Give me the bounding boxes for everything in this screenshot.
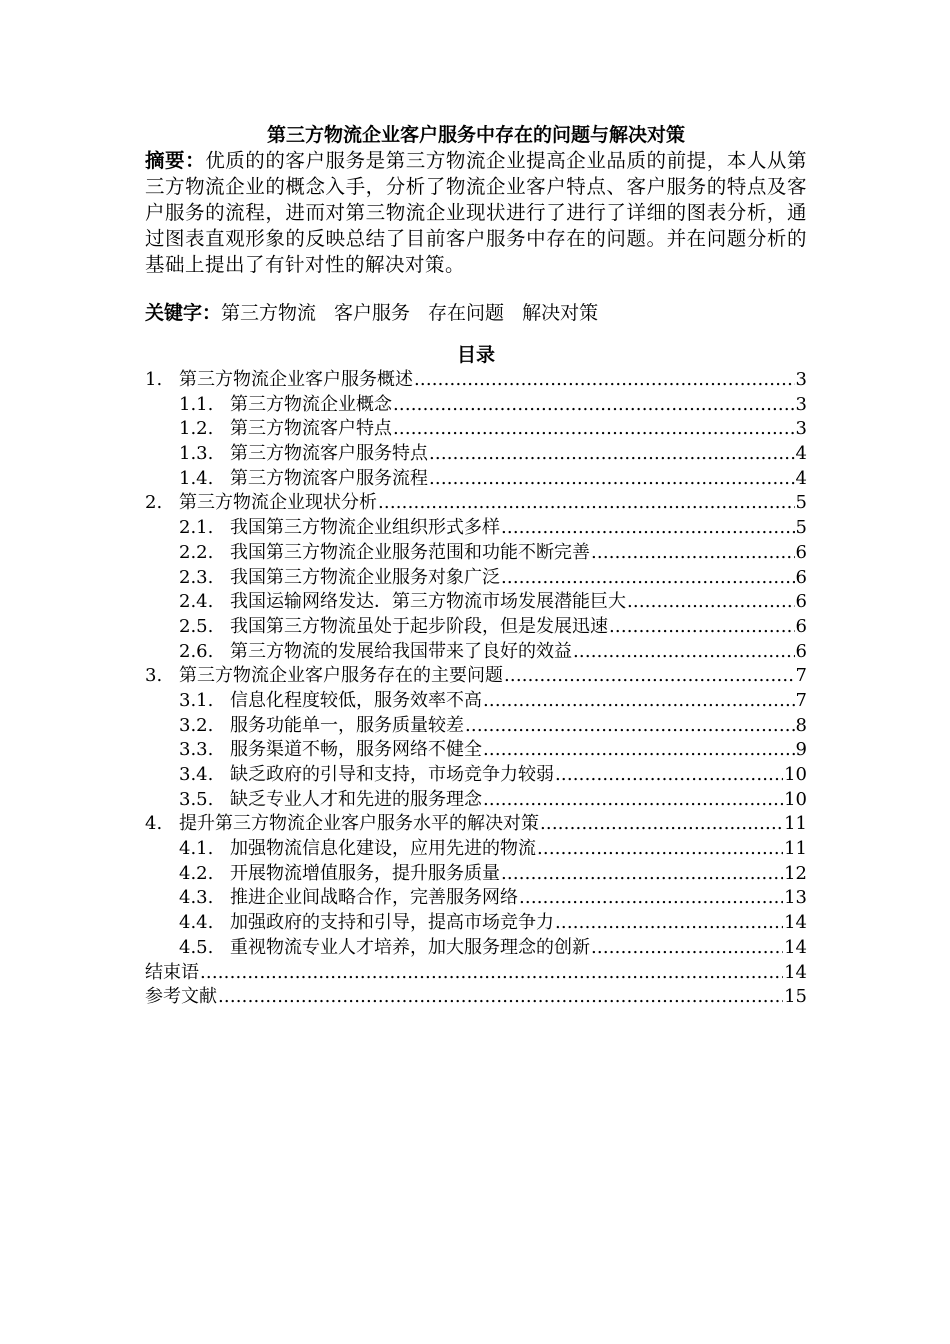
toc-entry-title: 推进企业间战略合作，完善服务网络 <box>230 887 518 909</box>
toc-entry-number: 3.4. <box>179 764 214 785</box>
toc-entry-title: 我国第三方物流企业服务范围和功能不断完善 <box>230 541 590 563</box>
toc-entry-number: 2.3. <box>179 566 214 588</box>
toc-entry-page-number: 14 <box>784 912 807 934</box>
toc-dot-leader <box>573 640 795 665</box>
toc-entry-number: 1.1. <box>179 393 214 415</box>
toc-entry-title: 我国第三方物流企业组织形式多样 <box>230 517 500 539</box>
toc-entry-number: 3.3. <box>179 739 214 761</box>
toc-entry[interactable] <box>145 788 807 813</box>
toc-entry[interactable] <box>145 714 807 739</box>
toc-dot-leader <box>414 368 795 393</box>
toc-dot-leader <box>501 862 783 887</box>
toc-dot-leader <box>393 393 795 418</box>
toc-entry[interactable] <box>145 368 807 393</box>
toc-dot-leader <box>483 689 795 714</box>
toc-entry-title: 参考文献 <box>145 986 217 1008</box>
toc-entry-page-number: 3 <box>795 418 807 440</box>
table-of-contents <box>145 368 807 1010</box>
toc-dot-leader <box>540 812 783 837</box>
toc-entry-title: 第三方物流客户服务流程 <box>230 467 428 489</box>
toc-dot-leader <box>429 442 795 467</box>
keyword: 解决对策 <box>522 302 599 324</box>
toc-dot-leader <box>591 541 795 566</box>
toc-entry[interactable] <box>145 467 807 492</box>
toc-entry-number: 4.1. <box>179 838 214 860</box>
toc-dot-leader <box>504 664 795 689</box>
toc-entry-page-number: 3 <box>795 369 807 390</box>
abstract-paragraph <box>145 148 807 278</box>
toc-entry-title: 信息化程度较低，服务效率不高 <box>230 689 482 711</box>
keyword: 客户服务 <box>334 302 411 324</box>
toc-entry[interactable] <box>145 516 807 541</box>
toc-entry-title: 结束语 <box>145 961 199 983</box>
toc-entry-page-number: 5 <box>795 517 807 539</box>
toc-entry-number: 2.5. <box>179 615 214 637</box>
toc-entry-title: 缺乏政府的引导和支持，市场竞争力较弱 <box>230 764 554 785</box>
toc-entry-page-number: 10 <box>784 764 807 785</box>
toc-dot-leader <box>501 566 795 591</box>
toc-entry-page-number: 3 <box>795 393 807 415</box>
toc-dot-leader <box>429 467 795 492</box>
toc-entry-page-number: 5 <box>795 492 807 514</box>
document-title: 第三方物流企业客户服务中存在的问题与解决对策 <box>266 124 685 146</box>
toc-entry-page-number: 7 <box>795 665 807 687</box>
toc-entry-number: 4.3. <box>179 887 214 909</box>
toc-entry-number: 1.4. <box>179 467 214 489</box>
toc-entry-number: 3.5. <box>179 788 214 810</box>
toc-entry-page-number: 6 <box>795 541 807 563</box>
toc-entry-number: 1. <box>145 369 163 390</box>
toc-entry-title: 缺乏专业人才和先进的服务理念 <box>230 788 482 810</box>
toc-entry-title: 提升第三方物流企业客户服务水平的解决对策 <box>179 813 539 835</box>
toc-entry-number: 2. <box>145 492 163 514</box>
toc-entry-number: 4.2. <box>179 862 214 884</box>
toc-entry-number: 3. <box>145 665 163 687</box>
toc-entry-title: 加强物流信息化建设，应用先进的物流 <box>230 838 536 860</box>
toc-entry[interactable] <box>145 961 807 986</box>
abstract-label: 摘要： <box>145 149 206 172</box>
toc-entry-page-number: 12 <box>784 862 807 884</box>
toc-entry-page-number: 6 <box>795 591 807 613</box>
toc-entry[interactable] <box>145 541 807 566</box>
toc-entry[interactable] <box>145 862 807 887</box>
toc-title: 目录 <box>456 344 495 366</box>
toc-entry-title: 开展物流增值服务，提升服务质量 <box>230 862 500 884</box>
toc-entry-number: 4.5. <box>179 936 214 958</box>
toc-entry-number: 2.2. <box>179 541 214 563</box>
toc-entry-title: 第三方物流企业客户服务概述 <box>179 369 413 390</box>
toc-dot-leader <box>483 788 783 813</box>
toc-entry[interactable] <box>145 615 807 640</box>
toc-entry-page-number: 8 <box>795 714 807 736</box>
toc-entry[interactable] <box>145 664 807 689</box>
toc-entry-page-number: 6 <box>795 640 807 662</box>
toc-entry-title: 加强政府的支持和引导，提高市场竞争力 <box>230 912 554 934</box>
keyword: 第三方物流 <box>221 302 317 324</box>
toc-dot-leader <box>519 886 783 911</box>
toc-entry[interactable] <box>145 911 807 936</box>
toc-dot-leader <box>393 417 795 442</box>
toc-entry-title: 第三方物流企业现状分析 <box>179 492 377 514</box>
toc-entry-title: 第三方物流的发展给我国带来了良好的效益 <box>230 640 572 662</box>
toc-dot-leader <box>501 516 795 541</box>
toc-entry-page-number: 4 <box>795 443 807 465</box>
toc-entry-page-number: 6 <box>795 566 807 588</box>
toc-entry[interactable] <box>145 491 807 516</box>
toc-entry-title: 第三方物流企业概念 <box>230 393 392 415</box>
toc-entry-number: 2.4. <box>179 591 214 613</box>
toc-entry-title: 第三方物流客户特点 <box>230 418 392 440</box>
toc-entry-page-number: 11 <box>784 838 807 860</box>
keywords-line <box>145 300 807 326</box>
toc-entry-number: 2.6. <box>179 640 214 662</box>
toc-entry-page-number: 15 <box>784 986 807 1008</box>
toc-dot-leader <box>483 738 795 763</box>
toc-entry[interactable] <box>145 812 807 837</box>
toc-entry-title: 我国第三方物流企业服务对象广泛 <box>230 566 500 588</box>
toc-entry-page-number: 14 <box>784 936 807 958</box>
toc-entry-title: 服务渠道不畅，服务网络不健全 <box>230 739 482 761</box>
toc-entry-page-number: 13 <box>784 887 807 909</box>
toc-entry-title: 第三方物流企业客户服务存在的主要问题 <box>179 665 503 687</box>
toc-entry-page-number: 14 <box>784 961 807 983</box>
toc-entry-number: 4. <box>145 813 163 835</box>
keyword: 存在问题 <box>428 302 505 324</box>
toc-entry-page-number: 7 <box>795 689 807 711</box>
toc-entry-page-number: 6 <box>795 615 807 637</box>
toc-entry[interactable] <box>145 393 807 418</box>
toc-dot-leader <box>200 961 783 986</box>
toc-entry[interactable] <box>145 886 807 911</box>
toc-entry[interactable] <box>145 985 807 1010</box>
toc-entry[interactable] <box>145 640 807 665</box>
abstract-text: 优质的的客户服务是第三方物流企业提高企业品质的前提，本人从第三方物流企业的概念入手，分析了物流企业客户特点、客户服务的特点及客户服务的流程，进而对第三物流企业现状进行了进行了详细的图表分析，通过图表直观形象的反映总结了目前客户服务中存在的问题。并在问题分析的基础上提出了有针对性的解决对策。 <box>145 149 807 276</box>
toc-entry[interactable] <box>145 689 807 714</box>
toc-entry-title: 我国运输网络发达．第三方物流市场发展潜能巨大 <box>230 591 626 613</box>
toc-dot-leader <box>537 837 783 862</box>
toc-entry-title: 第三方物流客户服务特点 <box>230 443 428 465</box>
toc-dot-leader <box>555 763 783 788</box>
toc-entry-number: 1.2. <box>179 418 214 440</box>
toc-dot-leader <box>218 985 783 1010</box>
toc-entry-number: 4.4. <box>179 912 214 934</box>
toc-entry-page-number: 9 <box>795 739 807 761</box>
toc-dot-leader <box>609 615 795 640</box>
document-page <box>145 122 807 1010</box>
toc-entry[interactable] <box>145 417 807 442</box>
toc-dot-leader <box>627 590 795 615</box>
toc-entry-title: 重视物流专业人才培养，加大服务理念的创新 <box>230 936 590 958</box>
toc-entry-number: 2.1. <box>179 517 214 539</box>
toc-dot-leader <box>465 714 795 739</box>
toc-entry[interactable] <box>145 763 807 788</box>
toc-dot-leader <box>555 911 783 936</box>
toc-entry-title: 我国第三方物流虽处于起步阶段，但是发展迅速 <box>230 615 608 637</box>
keywords-label: 关键字： <box>145 302 222 324</box>
toc-dot-leader <box>591 936 783 961</box>
toc-entry[interactable] <box>145 936 807 961</box>
toc-entry-number: 3.2. <box>179 714 214 736</box>
toc-entry[interactable] <box>145 566 807 591</box>
toc-entry-page-number: 11 <box>784 813 807 835</box>
toc-entry[interactable] <box>145 442 807 467</box>
toc-dot-leader <box>378 491 795 516</box>
toc-entry-page-number: 10 <box>784 788 807 810</box>
toc-entry[interactable] <box>145 837 807 862</box>
toc-entry-page-number: 4 <box>795 467 807 489</box>
toc-entry-title: 服务功能单一，服务质量较差 <box>230 714 464 736</box>
toc-entry[interactable] <box>145 590 807 615</box>
toc-entry[interactable] <box>145 738 807 763</box>
toc-entry-number: 1.3. <box>179 443 214 465</box>
toc-entry-number: 3.1. <box>179 689 214 711</box>
